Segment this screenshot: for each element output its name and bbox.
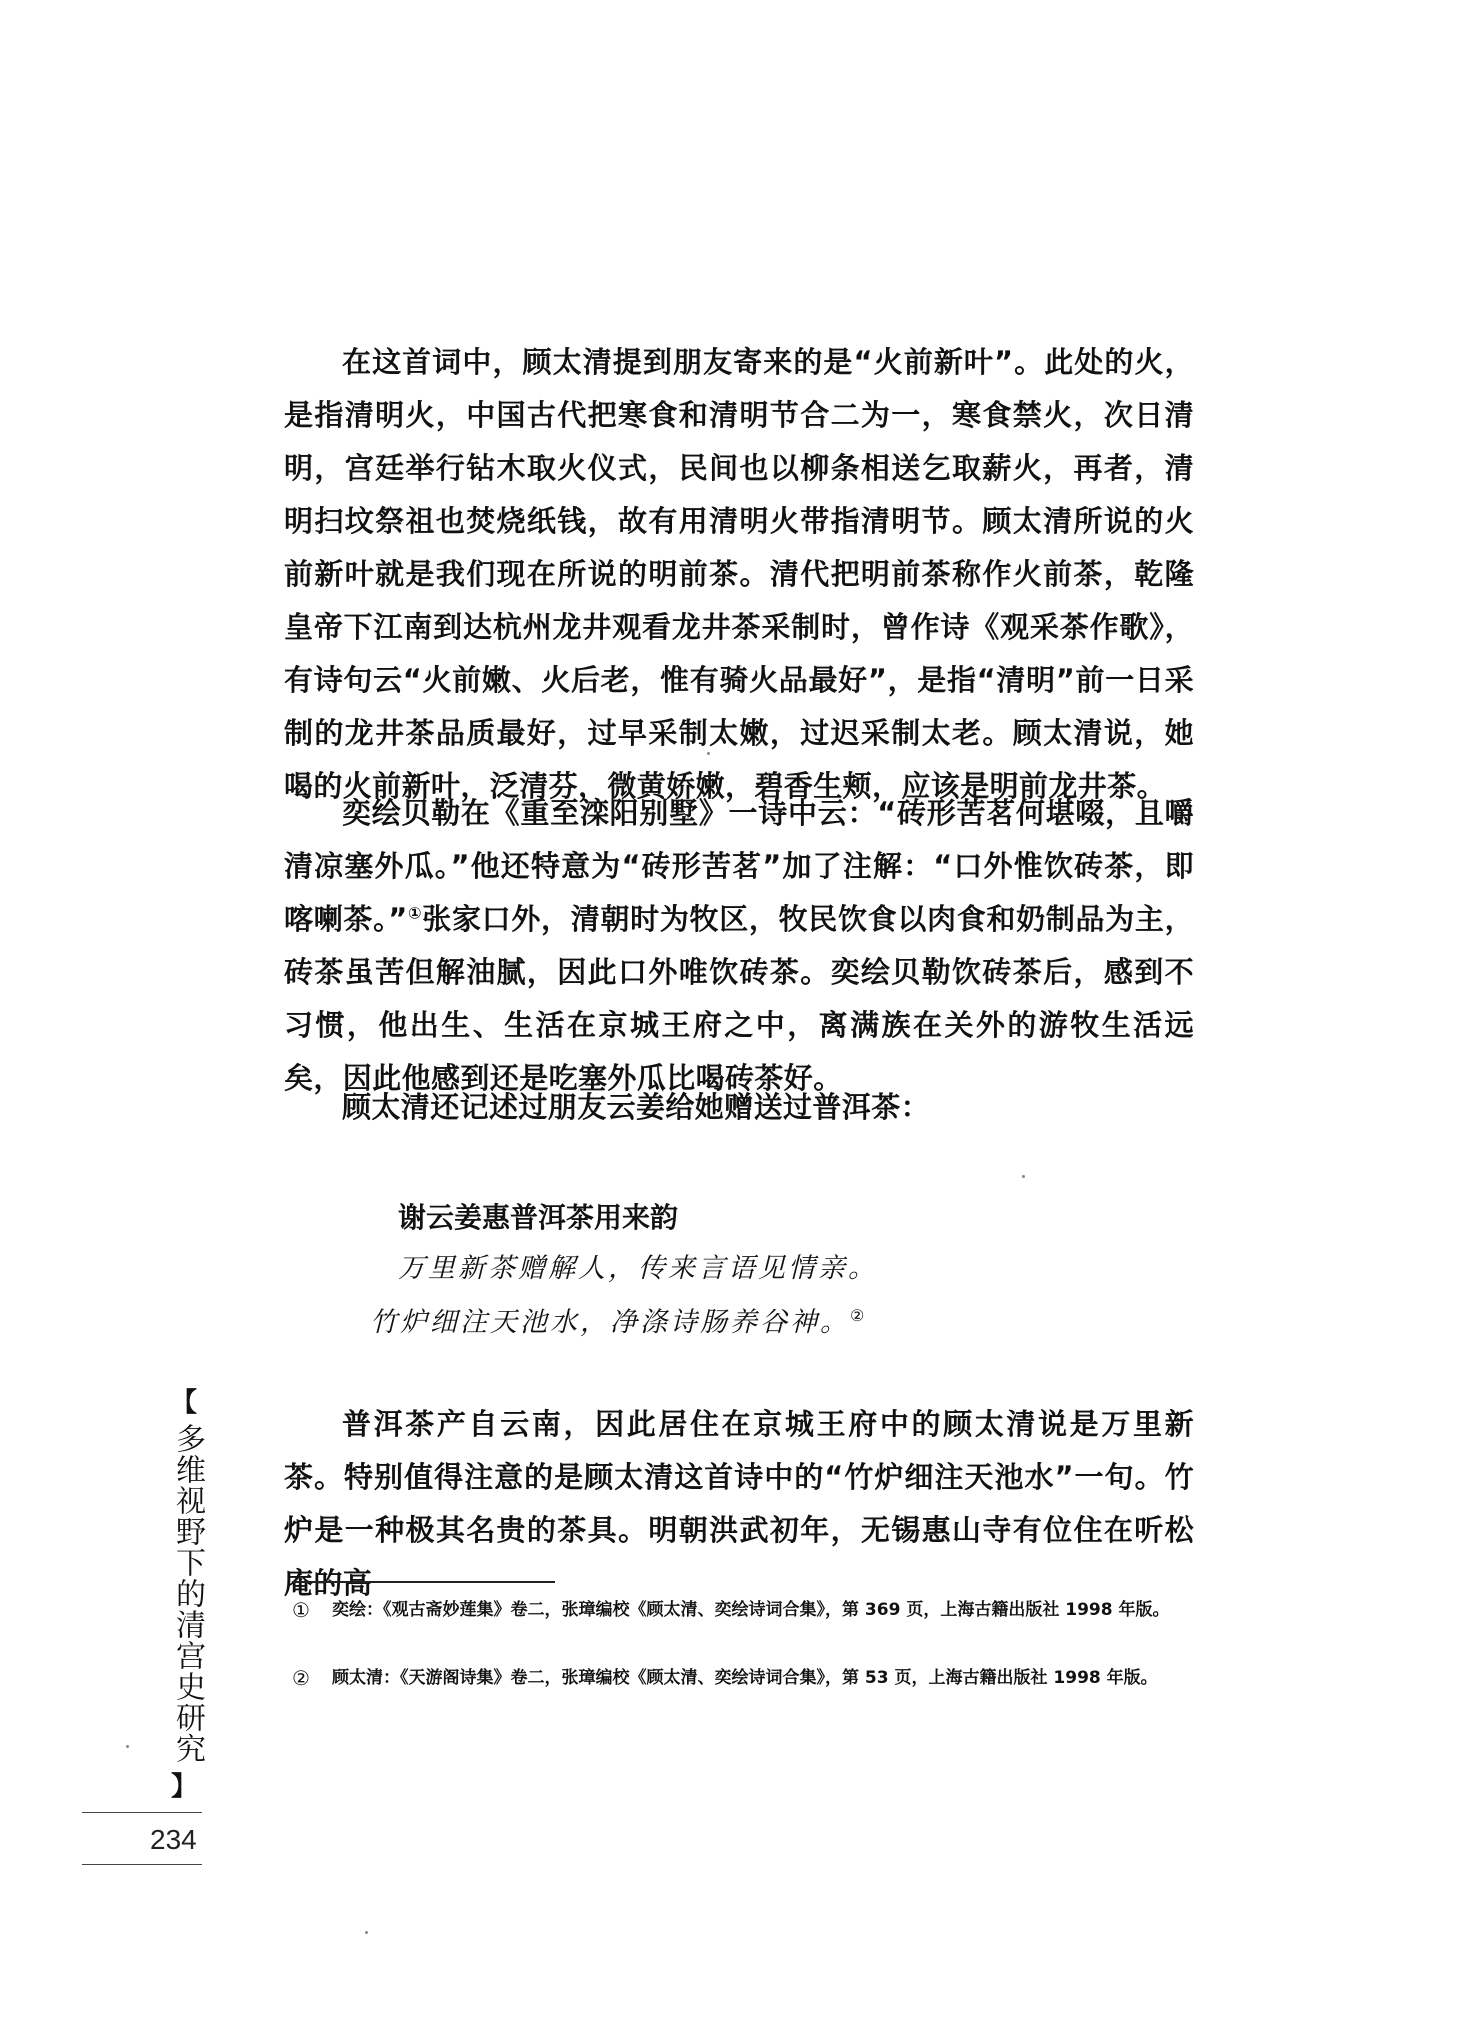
poem-title: 谢云姜惠普洱茶用来韵 [398,1201,679,1234]
footnote-ref-1[interactable]: ① [407,903,423,923]
scan-speck [126,1745,129,1748]
scan-speck [1022,1175,1025,1178]
footnote-1-mark: ① [292,1598,310,1622]
scan-speck [707,752,710,755]
paragraph-2-continued: 张家口外，清朝时为牧区，牧民饮食以肉食和奶制品为主，砖茶虽苦但解油腻，因此口外唯饮砖茶。奕绘贝勒饮砖茶后，感到不习惯，他出生、生活在京城王府之中，离满族在关外的游牧生活远矣，因此他感到还是吃塞外瓜比喝砖茶好。 [284,902,1195,1095]
paragraph-2-text: 奕绘贝勒在《重至滦阳别墅》一诗中云：“砖形苦茗何堪啜，且嚼清凉塞外瓜。”他还特意为“砖形苦茗”加了注解：“口外惟饮砖茶，即喀喇茶。” [284,796,1194,936]
footnote-2-text: 顾太清：《天游阁诗集》卷二，张璋编校《顾太清、奕绘诗词合集》，第 53 页，上海古籍出版社 1998 年版。 [332,1668,1158,1688]
footnote-1 [292,1594,1192,1629]
footnote-1-text: 奕绘：《观古斋妙莲集》卷二，张璋编校《顾太清、奕绘诗词合集》，第 369 页，上海古籍出版社 1998 年版。 [332,1600,1170,1620]
page-number: 234 [150,1824,197,1855]
paragraph-2 [284,787,1194,1105]
footnote-divider [292,1581,555,1583]
running-head-bracket-close: 】 [170,1772,197,1802]
paragraph-3: 顾太清还记述过朋友云姜给她赠送过普洱茶： [342,1090,931,1124]
footnote-2-mark: ② [292,1666,310,1690]
poem-line-2 [370,1303,867,1343]
footnote-2 [292,1662,1192,1697]
running-head-series-title: 多维视野下的清宫史研究 [170,1422,205,1764]
page-number-rule-top [82,1812,202,1813]
scan-speck [365,1931,368,1934]
footnote-ref-2[interactable]: ② [850,1306,868,1325]
poem-line-1: 万里新茶赠解人，传来言语见情亲。 [398,1253,878,1284]
page-number-rule-bottom [82,1864,202,1865]
poem-line-2-text: 竹炉细注天池水，净涤诗肠养谷神。 [370,1307,850,1338]
running-head-bracket-open: 【 [170,1388,197,1418]
paragraph-4: 普洱茶产自云南，因此居住在京城王府中的顾太清说是万里新茶。特别值得注意的是顾太清这首诗中的“竹炉细注天池水”一句。竹炉是一种极其名贵的茶具。明朝洪武初年，无锡惠山寺有位住在听松庵的高 [284,1407,1194,1600]
paragraph-1: 在这首词中，顾太清提到朋友寄来的是“火前新叶”。此处的火，是指清明火，中国古代把寒食和清明节合二为一，寒食禁火，次日清明，宫廷举行钻木取火仪式，民间也以柳条相送乞取薪火，再者，清明扫坟祭祖也焚烧纸钱，故有用清明火带指清明节。顾太清所说的火前新叶就是我们现在所说的明前茶。清代把明前茶称作火前茶，乾隆皇帝下江南到达杭州龙井观看龙井茶采制时，曾作诗《观采茶作歌》，有诗句云“火前嫩、火后老，惟有骑火品最好”，是指“清明”前一日采制的龙井茶品质最好，过早采制太嫩，过迟采制太老。顾太清说，她喝的火前新叶，泛清芬，微黄娇嫩，碧香生颊，应该是明前龙井茶。 [284,345,1194,803]
